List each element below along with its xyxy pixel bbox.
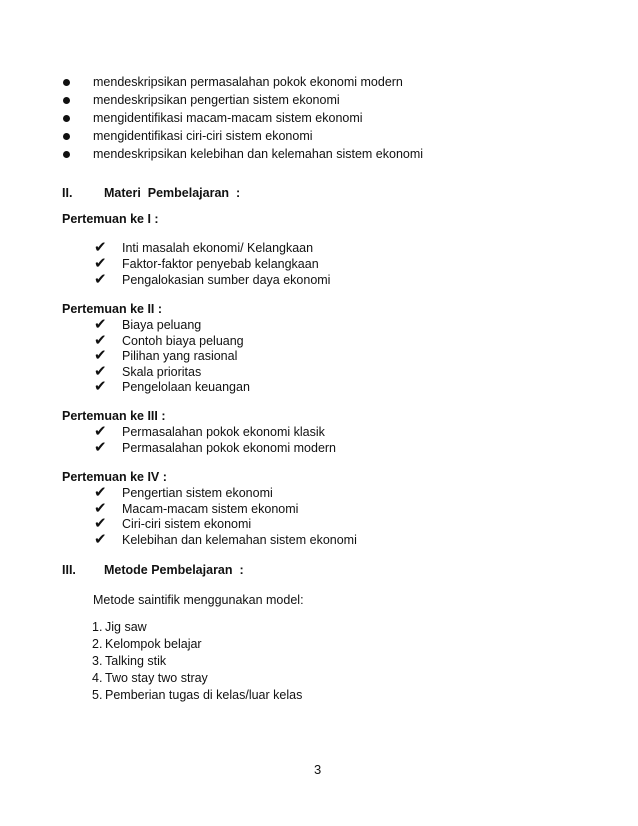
section-number: II. [62,186,73,200]
list-item: Kelompok belajar [105,637,202,651]
meeting-item: Pengalokasian sumber daya ekonomi [122,273,331,287]
check-icon: ✔ [94,422,107,440]
method-intro: Metode saintifik menggunakan model: [93,593,304,607]
meeting-item: Ciri-ciri sistem ekonomi [122,517,252,531]
meeting-item: Kelebihan dan kelemahan sistem ekonomi [122,533,357,547]
objective-text: mendeskripsikan kelebihan dan kelemahan sistem ekonomi [93,147,424,161]
check-icon: ✔ [94,238,107,256]
check-icon: ✔ [94,346,107,364]
bullet-icon [63,151,70,158]
meeting-item: Pengelolaan keuangan [122,380,250,394]
meeting-item: Faktor-faktor penyebab kelangkaan [122,257,319,271]
meeting-title: Pertemuan ke III : [62,409,166,423]
meeting-title: Pertemuan ke II : [62,302,163,316]
check-icon: ✔ [94,483,107,501]
section-number: III. [62,563,76,577]
page-number: 3 [314,762,322,777]
meeting-item: Skala prioritas [122,365,202,379]
check-icon: ✔ [94,530,107,548]
meeting-item: Pengertian sistem ekonomi [122,486,273,500]
objective-text: mengidentifikasi ciri-ciri sistem ekonomi [93,129,313,143]
list-item: Pemberian tugas di kelas/luar kelas [105,688,303,702]
list-item: Two stay two stray [105,671,208,685]
check-icon: ✔ [94,438,107,456]
check-icon: ✔ [94,377,107,395]
check-icon: ✔ [94,362,107,380]
meeting-title: Pertemuan ke IV : [62,470,167,484]
list-number: 5. [92,688,103,702]
objective-text: mengidentifikasi macam-macam sistem ekonomi [93,111,363,125]
check-icon: ✔ [94,315,107,333]
check-icon: ✔ [94,514,107,532]
bullet-icon [63,97,70,104]
section-title: Materi Pembelajaran : [104,186,241,200]
check-icon: ✔ [94,270,107,288]
list-number: 3. [92,654,103,668]
meeting-item: Permasalahan pokok ekonomi modern [122,441,337,455]
meeting-item: Macam-macam sistem ekonomi [122,502,299,516]
list-number: 1. [92,620,103,634]
check-icon: ✔ [94,499,107,517]
bullet-icon [63,79,70,86]
bullet-icon [63,133,70,140]
meeting-item: Inti masalah ekonomi/ Kelangkaan [122,241,314,255]
meeting-item: Pilihan yang rasional [122,349,238,363]
check-icon: ✔ [94,254,107,272]
objective-text: mendeskripsikan pengertian sistem ekonomi [93,93,340,107]
objective-text: mendeskripsikan permasalahan pokok ekonomi modern [93,75,403,89]
meeting-title: Pertemuan ke I : [62,212,159,226]
meeting-item: Contoh biaya peluang [122,334,244,348]
check-icon: ✔ [94,331,107,349]
meeting-item: Biaya peluang [122,318,202,332]
list-item: Talking stik [105,654,167,668]
section-title: Metode Pembelajaran : [104,563,244,577]
list-number: 2. [92,637,103,651]
bullet-icon [63,115,70,122]
list-number: 4. [92,671,103,685]
list-item: Jig saw [105,620,147,634]
meeting-item: Permasalahan pokok ekonomi klasik [122,425,325,439]
